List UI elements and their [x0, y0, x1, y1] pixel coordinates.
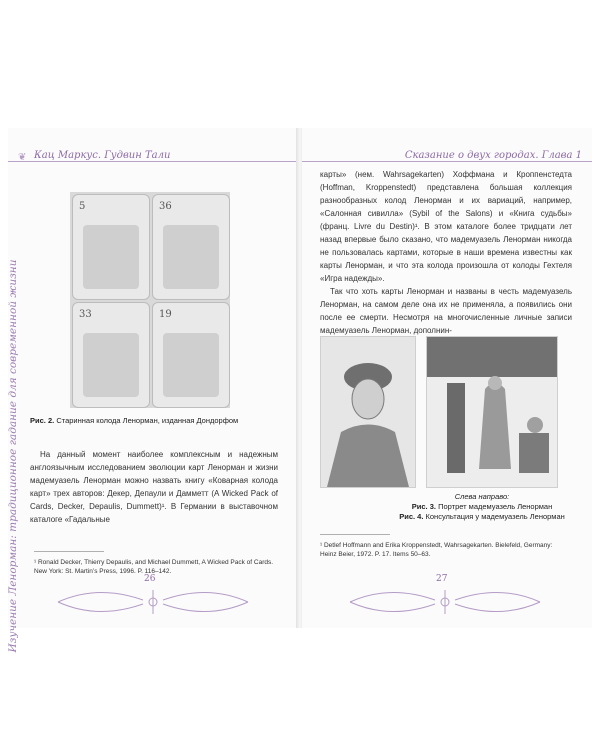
figure-caption-left [30, 416, 280, 426]
running-header-author: Кац Маркус. Гудвин Тали [34, 150, 171, 161]
card-key [72, 302, 150, 408]
vertical-book-title [4, 259, 22, 653]
left-body-text [30, 448, 278, 526]
consultation-icon [427, 337, 557, 487]
caption-label: Рис. 2. [30, 416, 55, 425]
paragraph: Так что хоть карты Ленорман и названы в честь мадемуазель Ленорман, на самом деле она их не применяла, а появились они после ее смерти. Несмотря на многочисленные личные записи мадемуазель Ленорман, дополнин- [320, 287, 572, 335]
page-number-right: 27 [436, 574, 448, 584]
portrait-illustration [320, 336, 416, 488]
tree-illustration [83, 225, 139, 289]
figure-caption-right [382, 492, 582, 522]
card-tree [72, 194, 150, 300]
card-number: 33 [79, 309, 92, 320]
card-number: 36 [159, 201, 172, 212]
footnote-right: ¹ Detlef Hoffmann and Erika Kroppenstedt, Wahrsagekarten. Bielefeld, Germany: Heinz Beier, 1972. P. 17. Items 50–63. [320, 542, 553, 558]
ornament-left-icon [48, 582, 258, 622]
caption-fig4-text: Консультация у мадемуазель Ленорман [425, 512, 565, 521]
card-cross [152, 194, 230, 300]
footnote-divider-right [320, 534, 390, 535]
footnote-divider-left [34, 551, 104, 552]
book-spread [7, 128, 592, 653]
left-page [7, 128, 298, 653]
tower-illustration [163, 333, 219, 397]
caption-lead: Слева направо: [454, 492, 510, 501]
lenormand-cards-figure [70, 192, 230, 408]
paragraph: На данный момент наиболее комплексным и надежным англоязычным исследованием эволюции карт Ленорман и жизни мадемуазель Ленорман можно назвать книгу «Коварная колода карт» трех авторов: Декер, Депаули и Дамметт (A Wicked Pack of Cards, Decker, Depaulis, Dummett)¹. В Германии в выставочном каталоге «Гадальные [30, 450, 278, 524]
card-number: 19 [159, 309, 172, 320]
header-rule-right [302, 161, 592, 162]
vertical-title-text: Изучение Ленорман: традиционное гадание для современной жизни [7, 259, 19, 653]
cross-illustration [163, 225, 219, 289]
caption-fig3-label: Рис. 3. [411, 502, 436, 511]
ornament-right-icon [340, 582, 550, 622]
right-page [302, 128, 592, 628]
portrait-icon [321, 337, 415, 487]
running-header-chapter: Сказание о двух городах. Глава 1 [404, 150, 582, 161]
page-number-left: 26 [144, 574, 156, 584]
caption-fig3 [382, 502, 582, 512]
footnote-left: ¹ Ronald Decker, Thierry Depaulis, and Michael Dummett, A Wicked Pack of Cards. New York: St. Martin’s Press, 1996. P. 116–142. [34, 559, 274, 575]
caption-fig4 [382, 512, 582, 522]
right-body-text [320, 168, 572, 337]
paragraph: карты» (нем. Wahrsagekarten) Хоффмана и Кроппенстедта (Hoffman, Kroppenstedt) представлена большая коллекция разнообразных колод Ленорман и их вариаций, например, «Салонная сивилла» (Sybil of the Salons) и «Книга судьбы» (франц. Livre du Destin)¹. В этом каталоге более тридцати лет назад впервые было сказано, что мадемуазель Ленорман никогда не пользовалась картами, которые в наши времена известны как карты Ленорман, и что эта колода произошла от колоды Гехтеля «Игра надежды». [320, 170, 572, 283]
card-number: 5 [79, 201, 86, 212]
caption-fig3-text: Портрет мадемуазель Ленорман [438, 502, 553, 511]
header-rule-left [8, 161, 298, 162]
consultation-illustration [426, 336, 558, 488]
caption-text: Старинная колода Ленорман, изданная Дондорфом [56, 416, 239, 425]
flourish-icon: ❦ [18, 152, 27, 163]
card-tower [152, 302, 230, 408]
caption-fig4-label: Рис. 4. [399, 512, 424, 521]
key-illustration [83, 333, 139, 397]
